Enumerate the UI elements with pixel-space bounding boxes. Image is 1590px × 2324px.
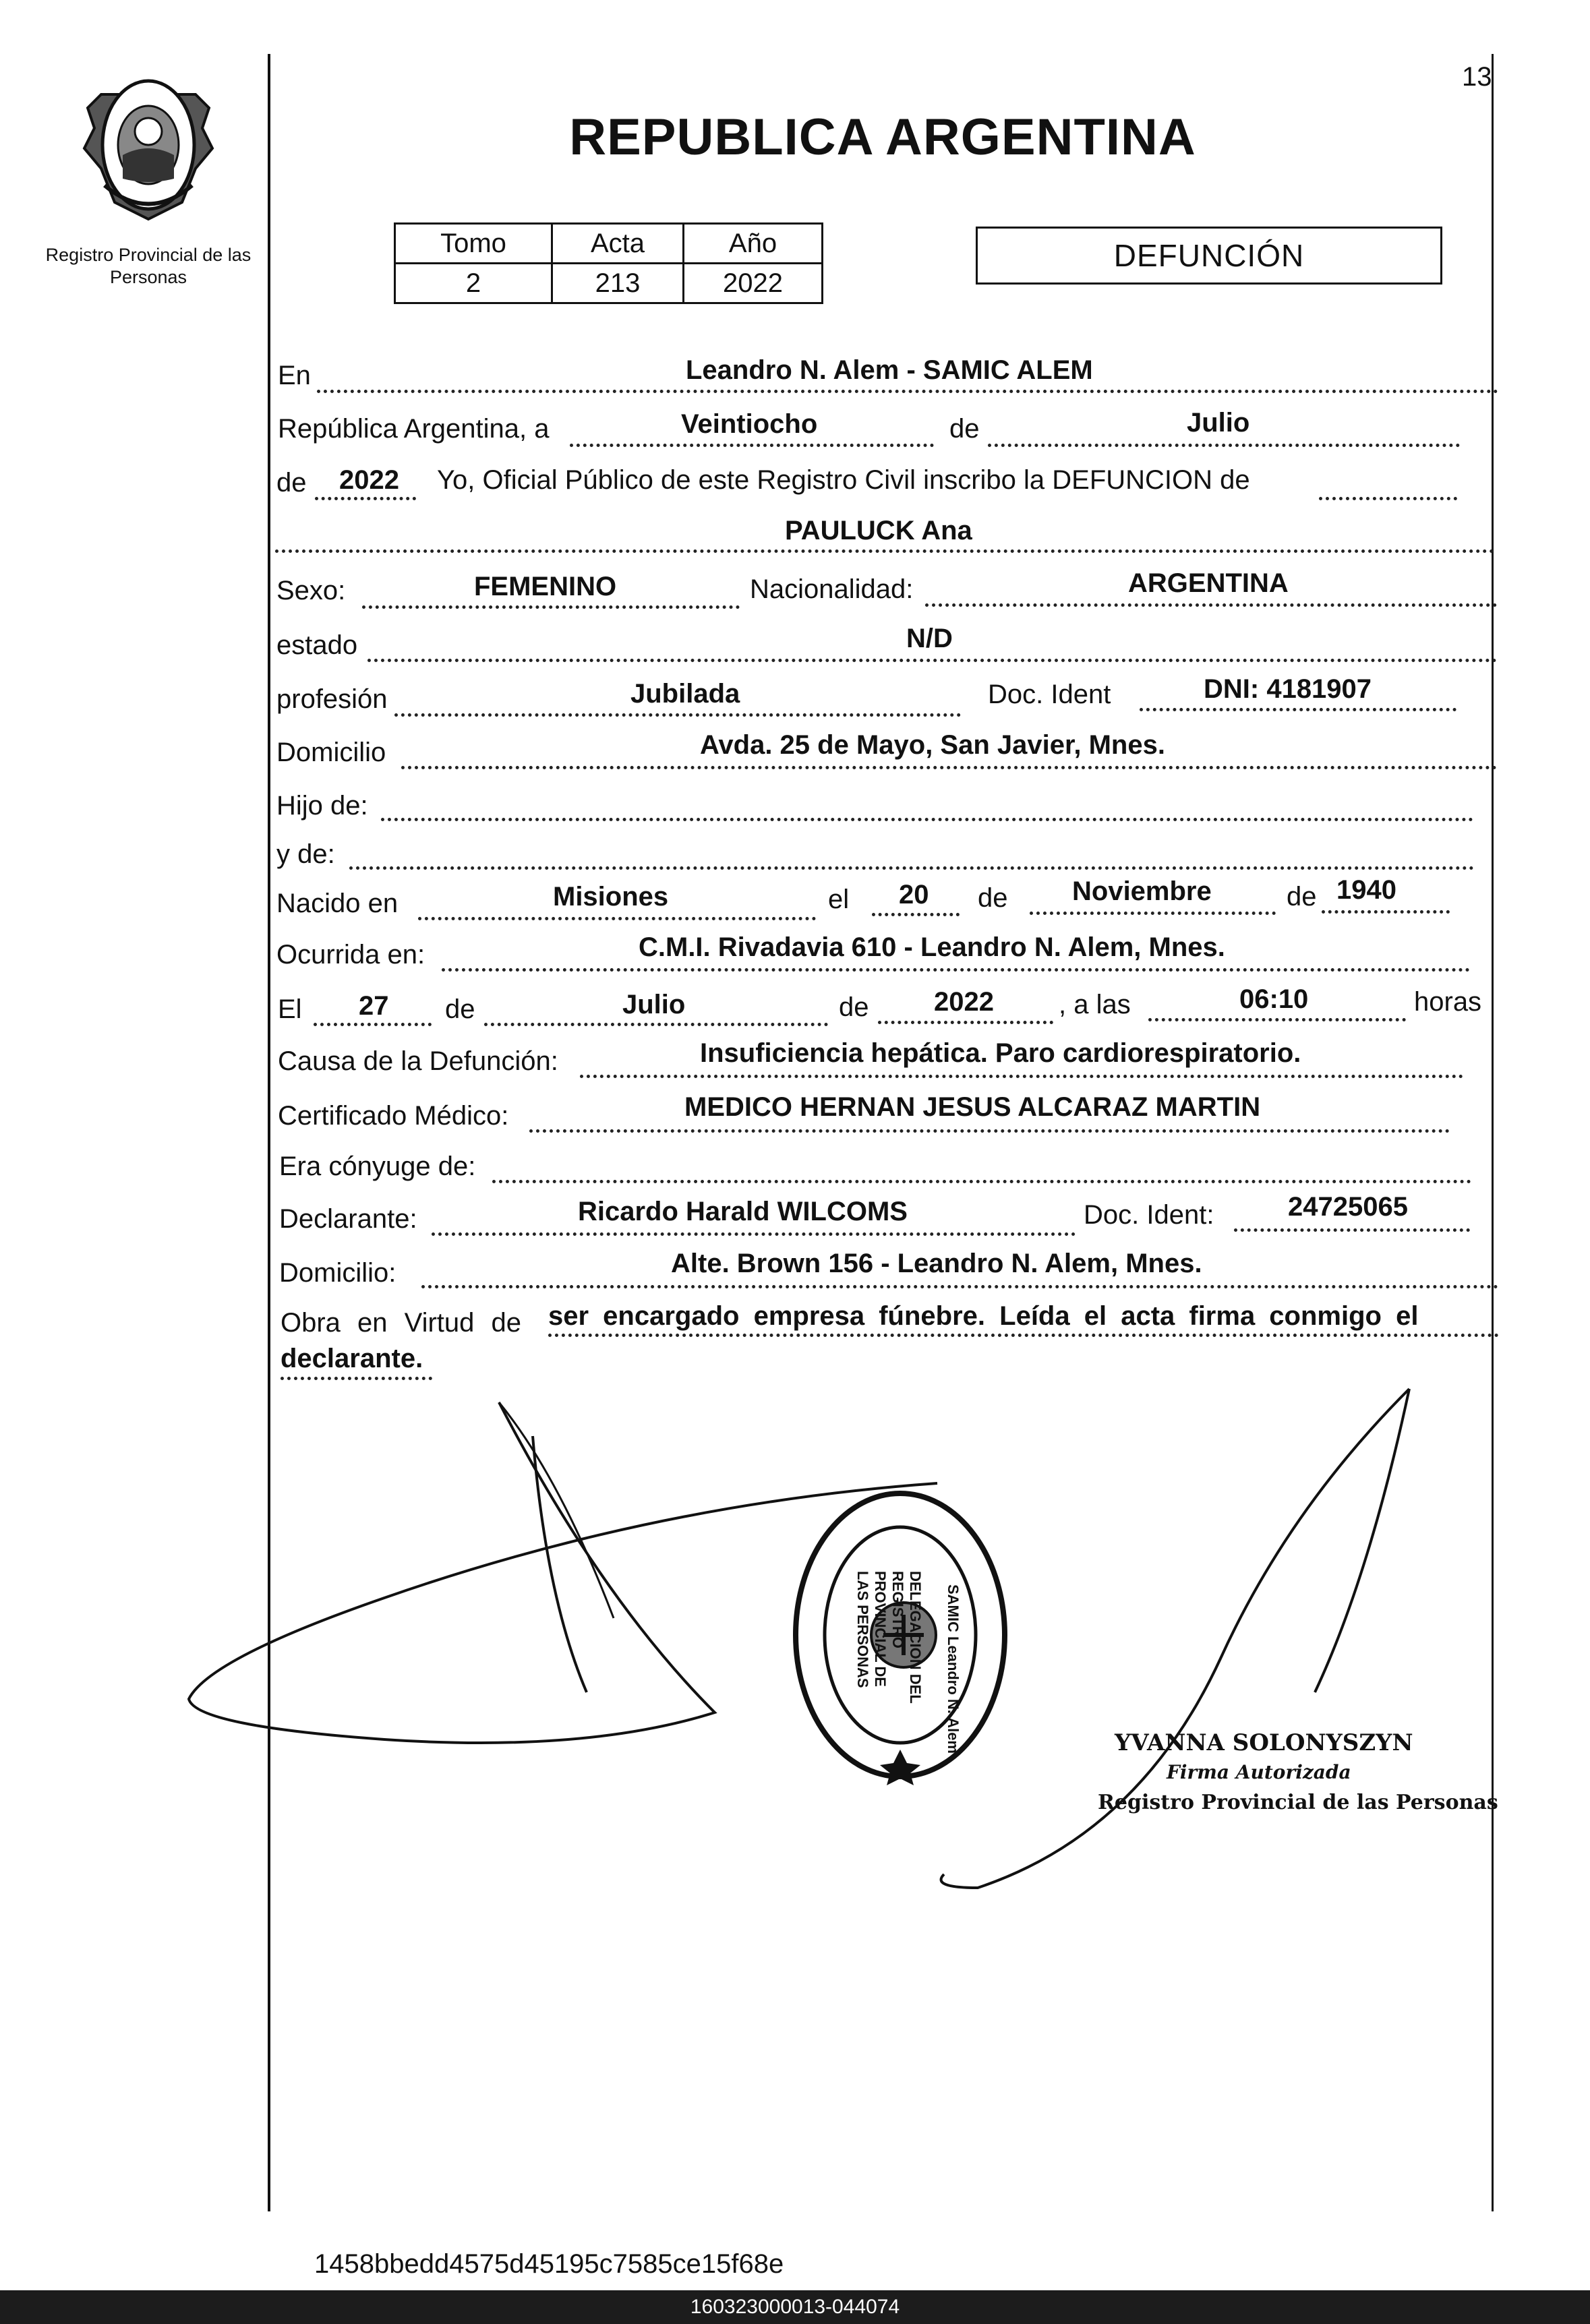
page-title: REPUBLICA ARGENTINA: [569, 109, 1196, 166]
label-de: de: [978, 883, 1008, 913]
month-value: Julio: [1187, 408, 1250, 438]
dotted-line: [275, 549, 1494, 553]
document-hash: 1458bbedd4575d45195c7585ce15f68e: [314, 2249, 784, 2279]
label-nacido-en: Nacido en: [276, 889, 399, 918]
label-de: de: [1287, 882, 1317, 912]
dotted-line: [492, 1180, 1471, 1183]
death-day-value: 27: [359, 991, 389, 1021]
birth-month-value: Noviembre: [1072, 876, 1212, 906]
label-en: En: [278, 361, 311, 390]
dotted-line: [432, 1232, 1076, 1236]
dotted-line: [314, 1023, 432, 1026]
dotted-line: [1234, 1228, 1470, 1232]
death-time-value: 06:10: [1239, 984, 1309, 1014]
dotted-line: [878, 1021, 1053, 1024]
signatory-role: Firma Autorizada: [1167, 1761, 1351, 1783]
birth-year-value: 1940: [1336, 875, 1396, 905]
reason-line-1: ser encargado empresa fúnebre. Leída el acta firma conmigo el: [548, 1301, 1419, 1331]
left-margin-line: [268, 54, 270, 2211]
footer-code: 160323000013-044074: [0, 2290, 1590, 2324]
dotted-line: [925, 603, 1497, 607]
label-a-las: , a las: [1059, 990, 1131, 1019]
dotted-line: [580, 1075, 1463, 1078]
register-table: [394, 222, 823, 304]
cause-value: Insuficiencia hepática. Paro cardiorespiratorio.: [700, 1038, 1301, 1068]
label-horas: horas: [1414, 987, 1482, 1017]
label-nacionalidad: Nacionalidad:: [750, 574, 914, 604]
dotted-line: [1140, 708, 1456, 711]
declarant-address-value: Alte. Brown 156 - Leandro N. Alem, Mnes.: [671, 1249, 1202, 1278]
dotted-line: [367, 659, 1497, 662]
label-domicilio: Domicilio:: [279, 1258, 396, 1288]
day-words-value: Veintiocho: [681, 409, 818, 439]
dotted-line: [484, 1023, 828, 1026]
acta-header: Acta: [552, 224, 684, 264]
profession-value: Jubilada: [630, 679, 740, 709]
dotted-line: [317, 390, 1498, 393]
address-value: Avda. 25 de Mayo, San Javier, Mnes.: [700, 730, 1165, 760]
dotted-line: [548, 1334, 1499, 1337]
dotted-line: [872, 913, 960, 916]
death-place-value: C.M.I. Rivadavia 610 - Leandro N. Alem, Mnes.: [639, 932, 1225, 962]
label-causa: Causa de la Defunción:: [278, 1046, 558, 1076]
page-number: 13: [1462, 62, 1492, 92]
dotted-line: [1030, 912, 1276, 915]
death-year-value: 2022: [934, 987, 994, 1017]
ano-value: 2022: [684, 264, 823, 303]
label-estado: estado: [276, 630, 358, 660]
year-value: 2022: [339, 465, 399, 495]
label-certificado: Certificado Médico:: [278, 1101, 509, 1131]
dotted-line: [442, 968, 1470, 972]
label-domicilio: Domicilio: [276, 738, 386, 767]
tomo-value: 2: [395, 264, 552, 303]
civil-status-value: N/D: [906, 624, 953, 653]
place-value: Leandro N. Alem - SAMIC ALEM: [686, 355, 1093, 385]
label-doc-ident: Doc. Ident: [988, 680, 1111, 709]
sex-value: FEMENINO: [474, 572, 617, 601]
signatory-office: Registro Provincial de las Personas: [1098, 1791, 1498, 1814]
dotted-line: [401, 766, 1497, 769]
acta-value: 213: [552, 264, 684, 303]
ano-header: Año: [684, 224, 823, 264]
label-el: el: [828, 885, 850, 914]
signatory-name: YVANNA SOLONYSZYN: [1115, 1729, 1413, 1756]
id-document-value: DNI: 4181907: [1204, 674, 1372, 704]
label-profesion: profesión: [276, 684, 388, 714]
dotted-line: [418, 917, 816, 920]
document-type-box: DEFUNCIÓN: [976, 227, 1442, 285]
stamp-inner-text: SAMIC Leandro N. Alem: [945, 1584, 962, 1754]
label-de: de: [445, 994, 475, 1024]
label-declarante: Declarante:: [279, 1204, 417, 1234]
nationality-value: ARGENTINA: [1128, 568, 1289, 598]
deceased-name-value: PAULUCK Ana: [785, 516, 972, 545]
declarant-id-value: 24725065: [1288, 1192, 1408, 1222]
registry-name: Registro Provincial de las Personas: [45, 245, 252, 287]
dotted-line: [988, 444, 1460, 447]
registrar-signature: [937, 1375, 1504, 1915]
dotted-line: [421, 1285, 1498, 1288]
dotted-line: [570, 444, 934, 447]
label-de: de: [949, 414, 980, 444]
dotted-line: [362, 605, 740, 609]
label-obra: Obra en Virtud de: [281, 1308, 522, 1338]
reason-line-2: declarante.: [281, 1344, 423, 1373]
label-republica: República Argentina, a: [278, 414, 550, 444]
label-y-de: y de:: [276, 839, 335, 869]
dotted-line: [394, 713, 961, 717]
dotted-line: [1148, 1018, 1406, 1021]
label-yo-oficial: Yo, Oficial Público de este Registro Civil inscribo la DEFUNCION de: [437, 465, 1250, 495]
dotted-line: [1319, 497, 1457, 500]
declarant-value: Ricardo Harald WILCOMS: [578, 1197, 908, 1226]
dotted-line: [529, 1129, 1450, 1133]
dotted-line: [381, 818, 1473, 821]
death-month-value: Julio: [622, 990, 686, 1019]
label-conyuge: Era cónyuge de:: [279, 1152, 476, 1181]
label-doc-ident: Doc. Ident:: [1084, 1200, 1214, 1230]
label-el: El: [278, 994, 302, 1024]
tomo-header: Tomo: [395, 224, 552, 264]
birth-day-value: 20: [899, 880, 929, 910]
dotted-line: [349, 866, 1474, 870]
dotted-line: [1322, 910, 1450, 914]
dotted-line: [315, 497, 416, 500]
label-de: de: [276, 468, 307, 498]
medical-certificate-value: MEDICO HERNAN JESUS ALCARAZ MARTIN: [684, 1092, 1261, 1122]
label-de: de: [839, 992, 869, 1022]
birth-place-value: Misiones: [553, 882, 669, 912]
label-ocurrida-en: Ocurrida en:: [276, 940, 425, 970]
stamp-ring-text: DELEGACION DEL REGISTRO PROVINCIAL DE LAS PERSONAS: [854, 1571, 924, 1704]
label-sexo: Sexo:: [276, 576, 346, 605]
label-hijo-de: Hijo de:: [276, 791, 368, 821]
